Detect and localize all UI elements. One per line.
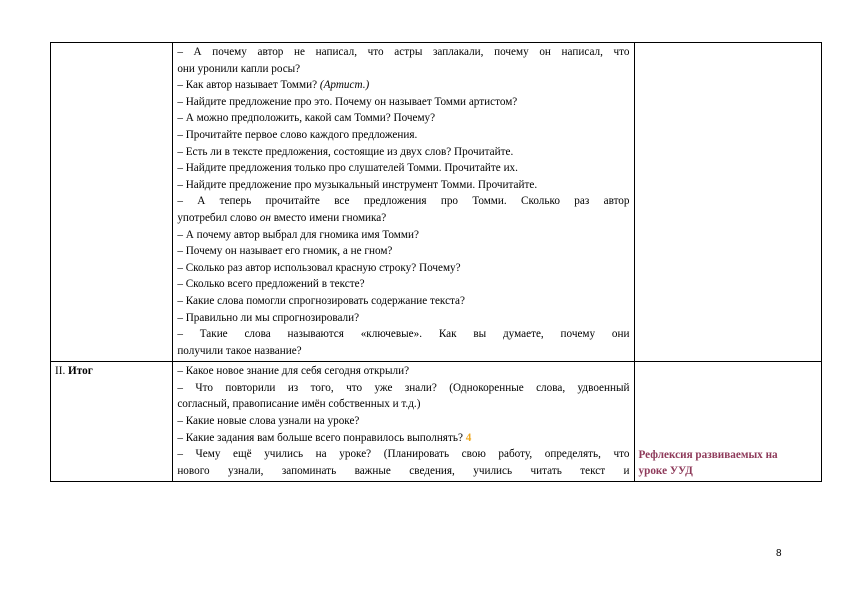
reflection-note-line2: уроке УУД: [638, 465, 693, 478]
stage-label: II. Итог: [55, 365, 93, 378]
question-line: – Сколько раз автор использовал красную строку? Почему?: [177, 261, 461, 274]
question-line: – Найдите предложения только про слушателей Томми. Прочитайте их.: [177, 162, 518, 175]
question-line: нового узнали, запоминать важные сведения, учились читать текст и: [177, 464, 630, 477]
question-line: они уронили капли росы?: [177, 62, 301, 75]
stage-cell-empty: [51, 43, 173, 362]
question-line: – А теперь прочитайте все предложения про Томми. Сколько раз автор: [177, 195, 630, 208]
question-line: – Какие задания вам больше всего понравилось выполнять? 4: [177, 431, 472, 444]
question-line: – Такие слова называются «ключевые». Как вы думаете, почему они: [177, 328, 630, 341]
question-line: – Найдите предложение про музыкальный инструмент Томми. Прочитайте.: [177, 178, 538, 191]
question-line: – Найдите предложение про это. Почему он называет Томми артистом?: [177, 95, 518, 108]
question-line: – Как автор называет Томми? (Артист.): [177, 79, 370, 92]
question-line: употребил слово он вместо имени гномика?: [177, 211, 387, 224]
question-line: получили такое название?: [177, 344, 302, 357]
answer-artist: (Артист.): [319, 79, 370, 92]
reflection-note-line1: Рефлексия развиваемых на: [638, 449, 778, 462]
question-line: – Какие новые слова узнали на уроке?: [177, 415, 360, 428]
question-line: – А почему автор выбрал для гномика имя Томми?: [177, 228, 419, 241]
question-line: – Что повторили из того, что уже знали? (Однокоренные слова, удвоенный: [177, 381, 630, 394]
question-line: – Почему он называет его гномик, а не гном?: [177, 245, 393, 258]
notes-cell: [634, 362, 822, 482]
question-line: – А почему автор не написал, что астры заплакали, почему он написал, что: [177, 46, 630, 58]
word-on: он: [259, 211, 271, 224]
question-line: – Есть ли в тексте предложения, состоящие из двух слов? Прочитайте.: [177, 145, 514, 158]
question-line: – Прочитайте первое слово каждого предложения.: [177, 128, 418, 141]
question-line: – Сколько всего предложений в тексте?: [177, 278, 365, 291]
table-row: [51, 362, 822, 482]
content-cell-questions: [173, 43, 634, 362]
content-cell-summary: [173, 362, 634, 482]
question-line: – А можно предположить, какой сам Томми? Почему?: [177, 112, 436, 125]
table-row: [51, 43, 822, 362]
question-line: – Какое новое знание для себя сегодня открыли?: [177, 365, 410, 378]
question-line: – Какие слова помогли спрогнозировать содержание текста?: [177, 294, 465, 307]
page-number: 8: [776, 548, 782, 559]
question-line: согласный, правописание имён собственных и т.д.): [177, 398, 421, 411]
number-badge: 4: [465, 431, 472, 444]
question-line: – Правильно ли мы спрогнозировали?: [177, 311, 360, 324]
notes-cell-empty: [634, 43, 822, 362]
stage-cell: [51, 362, 173, 482]
lesson-table: [50, 42, 822, 482]
question-line: – Чему ещё учились на уроке? (Планировать свою работу, определять, что: [177, 448, 630, 461]
